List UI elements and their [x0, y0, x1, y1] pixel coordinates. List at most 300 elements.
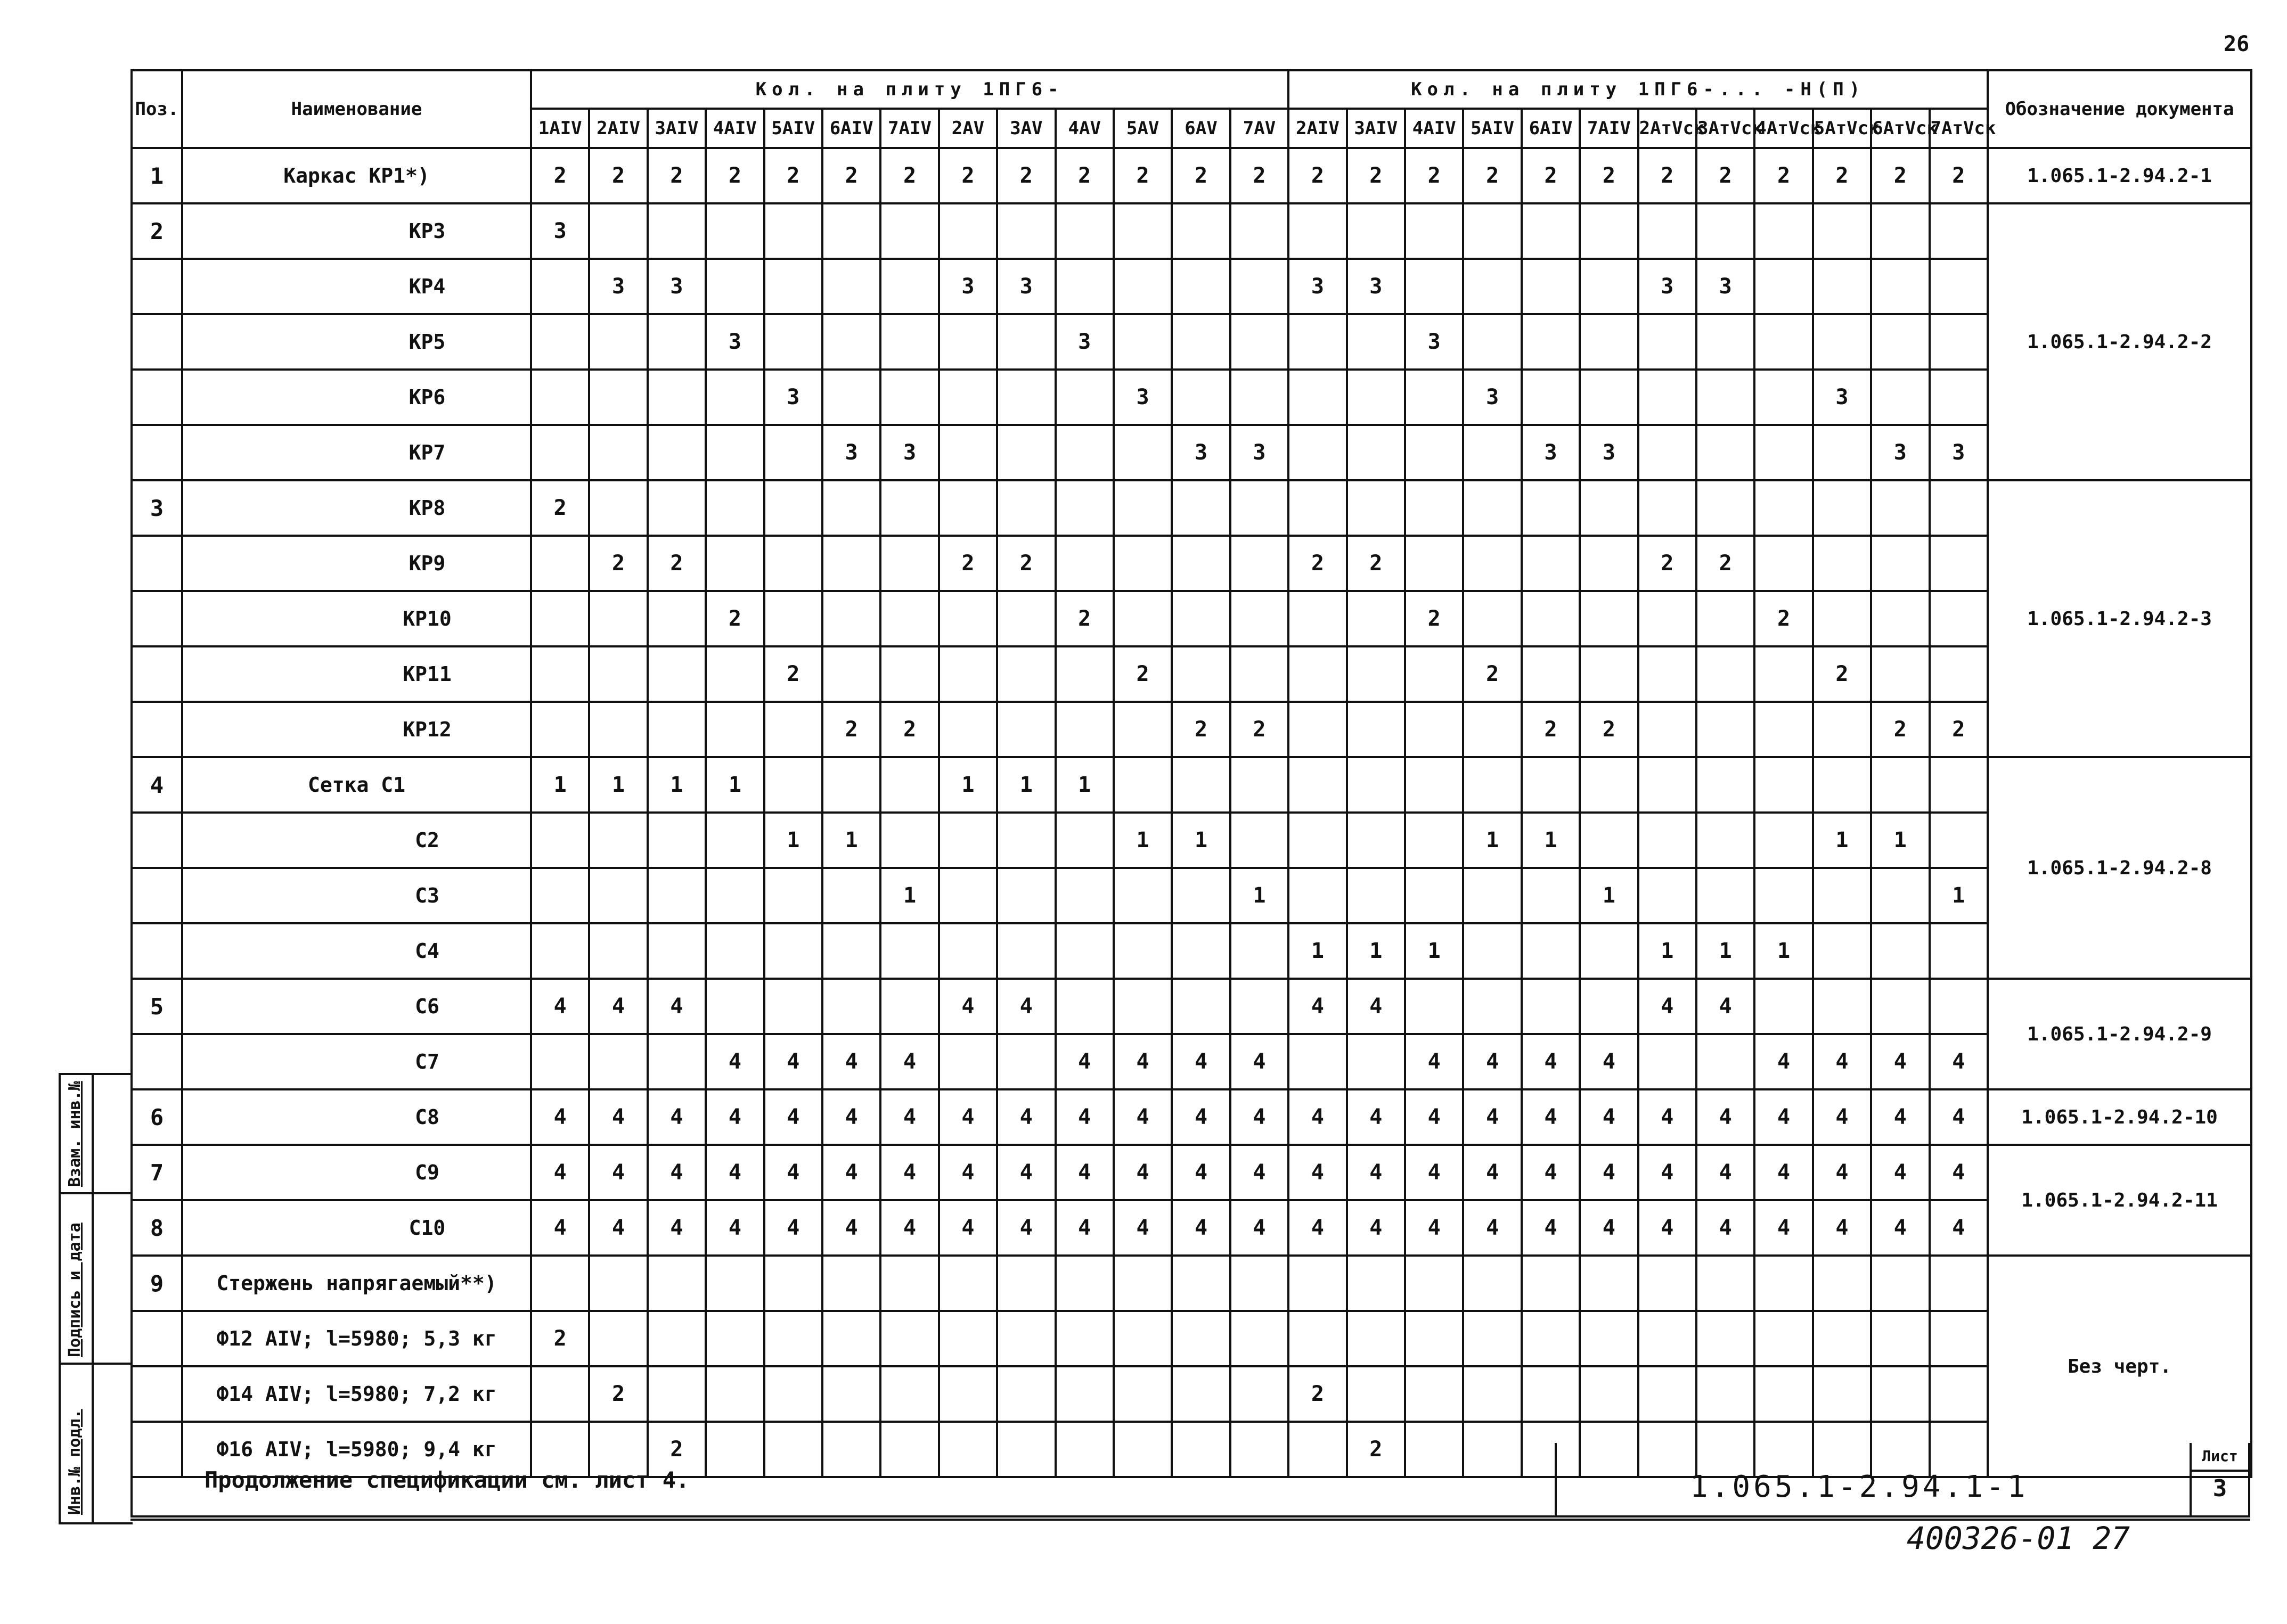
cell-quantity: 4	[1813, 1200, 1871, 1256]
cell-quantity: 2	[1288, 1366, 1346, 1422]
cell-quantity	[1522, 979, 1580, 1034]
cell-quantity	[648, 1256, 706, 1311]
cell-document: 1.065.1-2.94.2-2	[1988, 203, 2251, 480]
cell-quantity	[648, 370, 706, 425]
cell-quantity: 4	[822, 1089, 880, 1145]
cell-quantity: 2	[1754, 591, 1812, 646]
cell-quantity	[1114, 480, 1172, 536]
cell-quantity: 4	[1522, 1089, 1580, 1145]
cell-quantity	[997, 425, 1055, 480]
cell-quantity: 4	[939, 1200, 997, 1256]
cell-quantity	[706, 480, 764, 536]
cell-quantity	[939, 480, 997, 536]
cell-quantity: 2	[1871, 148, 1929, 203]
cell-quantity: 3	[1871, 425, 1929, 480]
cell-quantity	[1580, 1311, 1638, 1366]
cell-quantity: 4	[1172, 1200, 1230, 1256]
cell-quantity	[1114, 1366, 1172, 1422]
sidebar-label: Инв.№ подл.	[66, 1409, 84, 1515]
cell-quantity	[1463, 425, 1521, 480]
cell-quantity	[939, 370, 997, 425]
cell-quantity	[1288, 646, 1346, 702]
cell-quantity: 4	[1172, 1034, 1230, 1089]
cell-quantity	[1871, 1366, 1929, 1422]
cell-quantity	[1172, 203, 1230, 259]
cell-quantity	[880, 1311, 938, 1366]
cell-quantity	[1347, 1034, 1405, 1089]
cell-quantity: 2	[1288, 148, 1346, 203]
cell-quantity: 3	[1347, 259, 1405, 314]
cell-quantity	[880, 646, 938, 702]
cell-quantity	[939, 591, 997, 646]
cell-quantity	[1930, 757, 1988, 813]
cell-quantity: 2	[1405, 148, 1463, 203]
cell-quantity: 4	[1056, 1145, 1114, 1200]
cell-quantity	[1347, 1311, 1405, 1366]
cell-quantity	[648, 314, 706, 370]
cell-quantity	[1813, 425, 1871, 480]
cell-quantity: 1	[1930, 868, 1988, 923]
cell-quantity: 1	[1638, 923, 1696, 979]
cell-quantity: 4	[1871, 1145, 1929, 1200]
cell-name: С10	[182, 1200, 531, 1256]
cell-quantity	[1288, 813, 1346, 868]
cell-quantity	[822, 979, 880, 1034]
sidebar-label: Взам. инв.№	[66, 1081, 84, 1187]
cell-quantity	[706, 259, 764, 314]
cell-quantity	[1522, 536, 1580, 591]
cell-quantity: 4	[1114, 1200, 1172, 1256]
cell-quantity	[1405, 425, 1463, 480]
cell-document: 1.065.1-2.94.2-10	[1988, 1089, 2251, 1145]
cell-quantity	[706, 203, 764, 259]
cell-quantity: 4	[880, 1034, 938, 1089]
cell-quantity	[1930, 923, 1988, 979]
cell-quantity	[1463, 1256, 1521, 1311]
cell-quantity	[1056, 1256, 1114, 1311]
cell-quantity	[1347, 370, 1405, 425]
cell-quantity	[1288, 591, 1346, 646]
cell-document: 1.065.1-2.94.2-3	[1988, 480, 2251, 757]
cell-quantity: 2	[1230, 702, 1289, 757]
cell-quantity: 4	[589, 1145, 647, 1200]
cell-quantity	[531, 370, 589, 425]
cell-quantity	[1114, 591, 1172, 646]
cell-quantity	[1230, 813, 1289, 868]
cell-quantity: 4	[764, 1089, 822, 1145]
cell-quantity	[1580, 1256, 1638, 1311]
cell-quantity	[1696, 480, 1754, 536]
cell-quantity	[648, 1034, 706, 1089]
cell-quantity	[1580, 1366, 1638, 1422]
cell-quantity: 4	[648, 979, 706, 1034]
cell-quantity	[1114, 259, 1172, 314]
column-header: 5AтVск	[1813, 109, 1871, 148]
cell-pos: 1	[132, 148, 182, 203]
cell-quantity: 4	[1172, 1145, 1230, 1200]
cell-quantity	[648, 425, 706, 480]
cell-quantity: 4	[1754, 1089, 1812, 1145]
cell-quantity	[1871, 591, 1929, 646]
cell-quantity	[1288, 314, 1346, 370]
cell-quantity	[764, 923, 822, 979]
cell-quantity: 3	[1580, 425, 1638, 480]
cell-quantity	[1754, 979, 1812, 1034]
cell-quantity	[1230, 979, 1289, 1034]
column-header: 3AIV	[1347, 109, 1405, 148]
cell-name: Ф16 AIV; l=5980; 9,4 кг	[182, 1422, 531, 1477]
cell-quantity: 2	[1522, 148, 1580, 203]
cell-quantity	[1638, 757, 1696, 813]
cell-quantity: 2	[531, 1311, 589, 1366]
cell-quantity	[764, 314, 822, 370]
table-row	[132, 868, 2251, 923]
cell-quantity	[1696, 314, 1754, 370]
cell-quantity: 2	[1230, 148, 1289, 203]
cell-quantity: 3	[1172, 425, 1230, 480]
cell-pos: 2	[132, 203, 182, 259]
cell-quantity: 2	[531, 148, 589, 203]
cell-quantity: 2	[1405, 591, 1463, 646]
header-doc: Обозначение документа	[1988, 70, 2251, 148]
cell-quantity	[939, 1311, 997, 1366]
cell-quantity	[1288, 425, 1346, 480]
cell-quantity	[939, 1256, 997, 1311]
cell-quantity	[1056, 425, 1114, 480]
cell-quantity: 1	[1580, 868, 1638, 923]
cell-quantity	[1638, 480, 1696, 536]
sheet-number: 26	[2224, 32, 2250, 56]
cell-document: 1.065.1-2.94.2-11	[1988, 1145, 2251, 1256]
cell-pos	[132, 425, 182, 480]
cell-quantity	[706, 702, 764, 757]
column-header: 7AIV	[1580, 109, 1638, 148]
cell-quantity	[1463, 259, 1521, 314]
cell-quantity: 4	[589, 979, 647, 1034]
cell-quantity: 4	[1347, 1145, 1405, 1200]
cell-quantity	[1754, 868, 1812, 923]
cell-quantity	[939, 203, 997, 259]
cell-quantity: 4	[939, 1145, 997, 1200]
cell-pos: 8	[132, 1200, 182, 1256]
cell-quantity: 4	[1114, 1034, 1172, 1089]
cell-quantity	[1463, 314, 1521, 370]
cell-quantity	[1930, 813, 1988, 868]
cell-quantity	[1230, 646, 1289, 702]
cell-quantity: 2	[1463, 148, 1521, 203]
cell-quantity	[764, 702, 822, 757]
cell-quantity	[1114, 536, 1172, 591]
cell-quantity	[1463, 1311, 1521, 1366]
cell-quantity	[1871, 646, 1929, 702]
column-header: 3AIV	[648, 109, 706, 148]
column-header: 6AIV	[1522, 109, 1580, 148]
cell-name: С3	[182, 868, 531, 923]
cell-quantity: 4	[1871, 1034, 1929, 1089]
cell-pos	[132, 591, 182, 646]
cell-quantity	[1930, 203, 1988, 259]
cell-quantity	[1347, 591, 1405, 646]
cell-quantity: 2	[822, 148, 880, 203]
cell-quantity	[764, 868, 822, 923]
cell-quantity	[939, 646, 997, 702]
cell-quantity	[764, 979, 822, 1034]
cell-quantity	[764, 480, 822, 536]
cell-quantity: 4	[822, 1034, 880, 1089]
column-header: 4AIV	[1405, 109, 1463, 148]
column-header: 6AтVск	[1871, 109, 1929, 148]
cell-quantity	[648, 1366, 706, 1422]
cell-quantity: 3	[1288, 259, 1346, 314]
continuation-note: Продолжение спецификации см. лист 4.	[205, 1467, 690, 1493]
cell-quantity: 1	[822, 813, 880, 868]
column-header: 2AV	[939, 109, 997, 148]
cell-quantity	[1405, 979, 1463, 1034]
cell-document: 1.065.1-2.94.2-1	[1988, 148, 2251, 203]
cell-quantity	[1347, 757, 1405, 813]
cell-quantity	[1347, 314, 1405, 370]
cell-quantity	[1114, 868, 1172, 923]
cell-quantity	[1871, 259, 1929, 314]
cell-quantity	[1405, 259, 1463, 314]
cell-quantity	[1638, 1034, 1696, 1089]
column-header: 2AтVск	[1638, 109, 1696, 148]
cell-quantity	[1056, 702, 1114, 757]
header-group-1: Кол. на плиту 1ПГ6-	[531, 70, 1288, 109]
table-row	[132, 702, 2251, 757]
cell-quantity: 3	[1463, 370, 1521, 425]
cell-quantity: 2	[1347, 536, 1405, 591]
cell-quantity	[1638, 702, 1696, 757]
cell-quantity	[997, 1366, 1055, 1422]
cell-quantity	[1754, 425, 1812, 480]
cell-quantity	[1347, 203, 1405, 259]
cell-quantity	[764, 591, 822, 646]
cell-quantity	[880, 259, 938, 314]
cell-pos	[132, 536, 182, 591]
cell-quantity	[1930, 591, 1988, 646]
cell-quantity: 3	[1638, 259, 1696, 314]
cell-quantity: 4	[531, 1089, 589, 1145]
cell-quantity	[1463, 480, 1521, 536]
document-code-box	[1555, 1443, 2183, 1518]
cell-quantity: 2	[589, 536, 647, 591]
cell-quantity	[1813, 591, 1871, 646]
cell-quantity: 2	[706, 591, 764, 646]
cell-quantity: 4	[1463, 1200, 1521, 1256]
cell-quantity	[1522, 370, 1580, 425]
document-code: 1.065.1-2.94.1-1	[1690, 1470, 2029, 1504]
cell-quantity	[880, 923, 938, 979]
cell-quantity	[939, 868, 997, 923]
cell-quantity: 2	[1347, 148, 1405, 203]
cell-quantity: 2	[1172, 702, 1230, 757]
sidebar-label: Подпись и дата	[66, 1223, 84, 1357]
cell-quantity: 2	[1638, 148, 1696, 203]
cell-quantity	[531, 868, 589, 923]
sidebar-cell-inv-orig	[61, 1363, 133, 1520]
cell-quantity	[1696, 813, 1754, 868]
cell-pos	[132, 646, 182, 702]
cell-quantity	[706, 813, 764, 868]
column-header: 7AV	[1230, 109, 1289, 148]
cell-quantity: 2	[706, 148, 764, 203]
sidebar-cell-signature	[61, 1192, 133, 1365]
cell-quantity	[1638, 370, 1696, 425]
cell-quantity	[822, 868, 880, 923]
cell-quantity: 4	[1288, 1145, 1346, 1200]
cell-quantity	[1754, 757, 1812, 813]
cell-quantity	[1347, 1256, 1405, 1311]
cell-quantity	[1522, 314, 1580, 370]
cell-quantity	[1288, 203, 1346, 259]
cell-quantity: 4	[1638, 1200, 1696, 1256]
cell-quantity	[1288, 868, 1346, 923]
cell-quantity: 4	[648, 1200, 706, 1256]
cell-quantity	[589, 702, 647, 757]
cell-quantity	[1580, 203, 1638, 259]
cell-quantity	[1230, 1256, 1289, 1311]
table-row	[132, 1089, 2251, 1145]
cell-quantity: 2	[648, 536, 706, 591]
cell-quantity	[1405, 1366, 1463, 1422]
cell-quantity	[706, 1256, 764, 1311]
cell-quantity: 2	[880, 148, 938, 203]
table-row	[132, 536, 2251, 591]
cell-quantity: 4	[1638, 1145, 1696, 1200]
cell-quantity	[822, 923, 880, 979]
cell-quantity: 3	[939, 259, 997, 314]
cell-quantity	[1172, 480, 1230, 536]
cell-quantity	[531, 1366, 589, 1422]
cell-quantity	[1754, 314, 1812, 370]
cell-quantity	[706, 536, 764, 591]
cell-quantity	[531, 536, 589, 591]
cell-quantity	[1813, 1311, 1871, 1366]
cell-quantity: 2	[764, 148, 822, 203]
cell-quantity	[706, 646, 764, 702]
cell-quantity: 4	[1930, 1200, 1988, 1256]
cell-quantity	[939, 314, 997, 370]
cell-name: КР10	[182, 591, 531, 646]
cell-quantity	[939, 425, 997, 480]
cell-quantity: 3	[1522, 425, 1580, 480]
cell-quantity	[1638, 868, 1696, 923]
cell-quantity	[764, 203, 822, 259]
cell-quantity: 4	[706, 1145, 764, 1200]
cell-quantity	[1871, 868, 1929, 923]
cell-quantity: 2	[1930, 702, 1988, 757]
cell-quantity	[1056, 1366, 1114, 1422]
cell-quantity	[1114, 1256, 1172, 1311]
cell-quantity	[1463, 979, 1521, 1034]
cell-quantity	[1114, 923, 1172, 979]
cell-quantity	[939, 813, 997, 868]
cell-quantity	[1056, 259, 1114, 314]
cell-quantity	[1871, 536, 1929, 591]
cell-pos	[132, 259, 182, 314]
cell-quantity: 1	[1522, 813, 1580, 868]
cell-quantity	[822, 314, 880, 370]
cell-quantity	[531, 259, 589, 314]
cell-quantity	[1172, 370, 1230, 425]
cell-quantity	[706, 425, 764, 480]
cell-quantity: 4	[1580, 1034, 1638, 1089]
cell-quantity	[1580, 923, 1638, 979]
cell-quantity: 4	[1580, 1200, 1638, 1256]
cell-quantity	[648, 203, 706, 259]
cell-quantity: 4	[1696, 979, 1754, 1034]
cell-quantity: 4	[1813, 1089, 1871, 1145]
cell-quantity	[822, 591, 880, 646]
cell-name: С6	[182, 979, 531, 1034]
cell-quantity	[1463, 757, 1521, 813]
cell-quantity	[1754, 370, 1812, 425]
table-row	[132, 757, 2251, 813]
cell-quantity	[1930, 1256, 1988, 1311]
cell-quantity	[1172, 259, 1230, 314]
cell-name: Ф14 AIV; l=5980; 7,2 кг	[182, 1366, 531, 1422]
table-row	[132, 979, 2251, 1034]
cell-quantity	[1172, 757, 1230, 813]
cell-quantity	[1754, 259, 1812, 314]
cell-quantity	[822, 1311, 880, 1366]
cell-quantity	[1230, 757, 1289, 813]
sheet-box	[2190, 1443, 2248, 1518]
cell-quantity	[822, 1256, 880, 1311]
cell-quantity	[648, 591, 706, 646]
cell-quantity: 4	[1813, 1034, 1871, 1089]
cell-quantity: 1	[1114, 813, 1172, 868]
cell-quantity: 3	[822, 425, 880, 480]
column-header: 5AV	[1114, 109, 1172, 148]
cell-quantity	[1813, 480, 1871, 536]
cell-name: С7	[182, 1034, 531, 1089]
cell-quantity: 4	[1288, 979, 1346, 1034]
cell-quantity: 4	[1056, 1089, 1114, 1145]
cell-quantity	[1056, 923, 1114, 979]
cell-quantity	[1114, 1311, 1172, 1366]
cell-quantity	[589, 203, 647, 259]
cell-quantity	[1522, 591, 1580, 646]
cell-quantity: 1	[1871, 813, 1929, 868]
cell-quantity	[880, 370, 938, 425]
cell-quantity	[1522, 259, 1580, 314]
cell-quantity	[1405, 757, 1463, 813]
cell-quantity: 4	[1230, 1200, 1289, 1256]
cell-quantity	[1230, 536, 1289, 591]
cell-quantity	[880, 757, 938, 813]
cell-quantity	[1580, 536, 1638, 591]
cell-quantity: 4	[764, 1145, 822, 1200]
header-name: Наименование	[182, 70, 531, 148]
cell-quantity	[1172, 1311, 1230, 1366]
cell-quantity	[1288, 1311, 1346, 1366]
cell-quantity: 4	[1930, 1034, 1988, 1089]
cell-pos	[132, 1311, 182, 1366]
cell-quantity: 2	[1754, 148, 1812, 203]
table-row	[132, 480, 2251, 536]
cell-quantity	[531, 813, 589, 868]
cell-quantity	[531, 314, 589, 370]
cell-quantity	[1230, 370, 1289, 425]
cell-quantity	[1813, 757, 1871, 813]
cell-quantity: 2	[1056, 591, 1114, 646]
column-header: 7AтVск	[1930, 109, 1988, 148]
table-row	[132, 425, 2251, 480]
cell-quantity	[1172, 314, 1230, 370]
cell-quantity: 2	[1813, 148, 1871, 203]
